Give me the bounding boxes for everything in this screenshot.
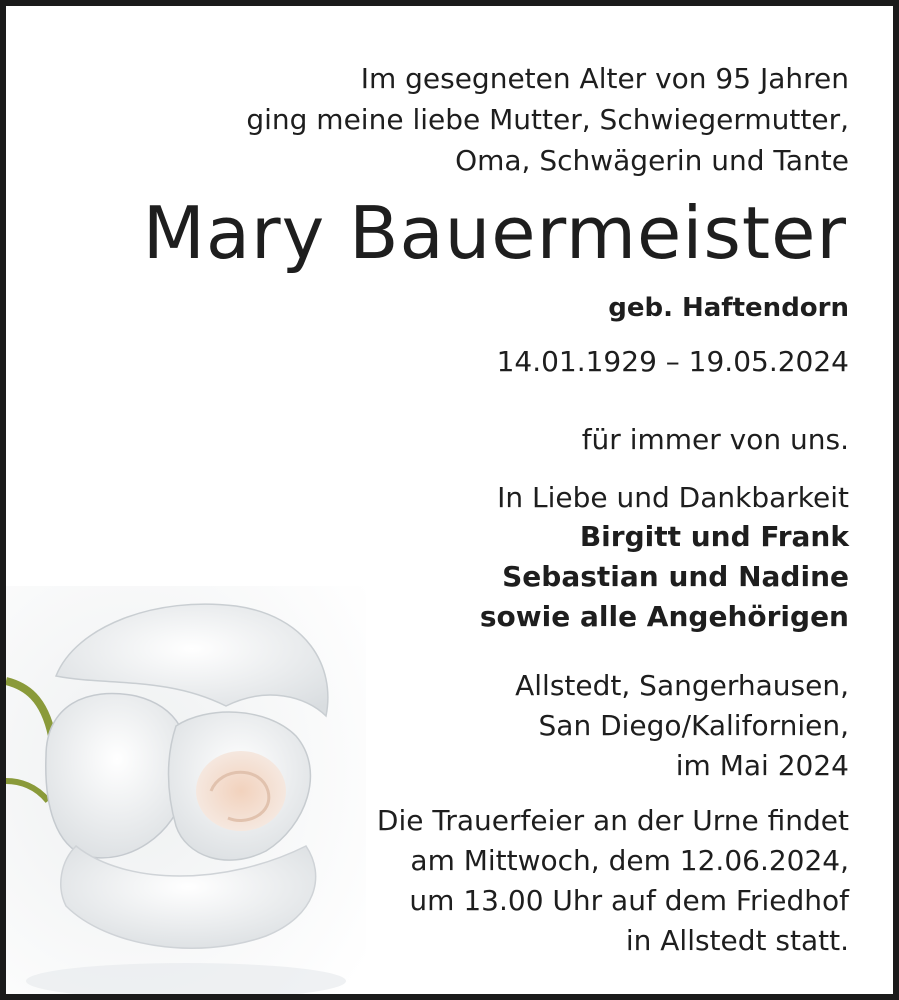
service-line: Die Trauerfeier an der Urne findet	[376, 804, 849, 837]
service-line: in Allstedt statt.	[625, 924, 849, 957]
place-line: Allstedt, Sangerhausen,	[515, 669, 849, 702]
life-dates: 14.01.1929 – 19.05.2024	[496, 345, 849, 378]
closing-phrase: für immer von uns.	[581, 423, 849, 456]
place-line: im Mai 2024	[675, 749, 849, 782]
intro-line: Im gesegneten Alter von 95 Jahren	[360, 62, 849, 95]
service-line: am Mittwoch, dem 12.06.2024,	[410, 844, 849, 877]
intro-line: Oma, Schwägerin und Tante	[455, 144, 849, 177]
signer-line: Sebastian und Nadine	[502, 560, 849, 593]
service-line: um 13.00 Uhr auf dem Friedhof	[409, 884, 849, 917]
place-date	[66, 666, 849, 786]
funeral-service-info	[66, 801, 849, 961]
signers	[66, 517, 849, 637]
deceased-name: Mary Bauermeister	[142, 191, 847, 275]
intro-text	[66, 58, 849, 181]
birth-name: geb. Haftendorn	[608, 293, 849, 323]
intro-line: ging meine liebe Mutter, Schwiegermutter,	[246, 103, 849, 136]
place-line: San Diego/Kalifornien,	[538, 709, 849, 742]
gratitude-line: In Liebe und Dankbarkeit	[497, 481, 849, 514]
signer-line: Birgitt und Frank	[579, 520, 849, 553]
signer-line: sowie alle Angehörigen	[479, 600, 849, 633]
